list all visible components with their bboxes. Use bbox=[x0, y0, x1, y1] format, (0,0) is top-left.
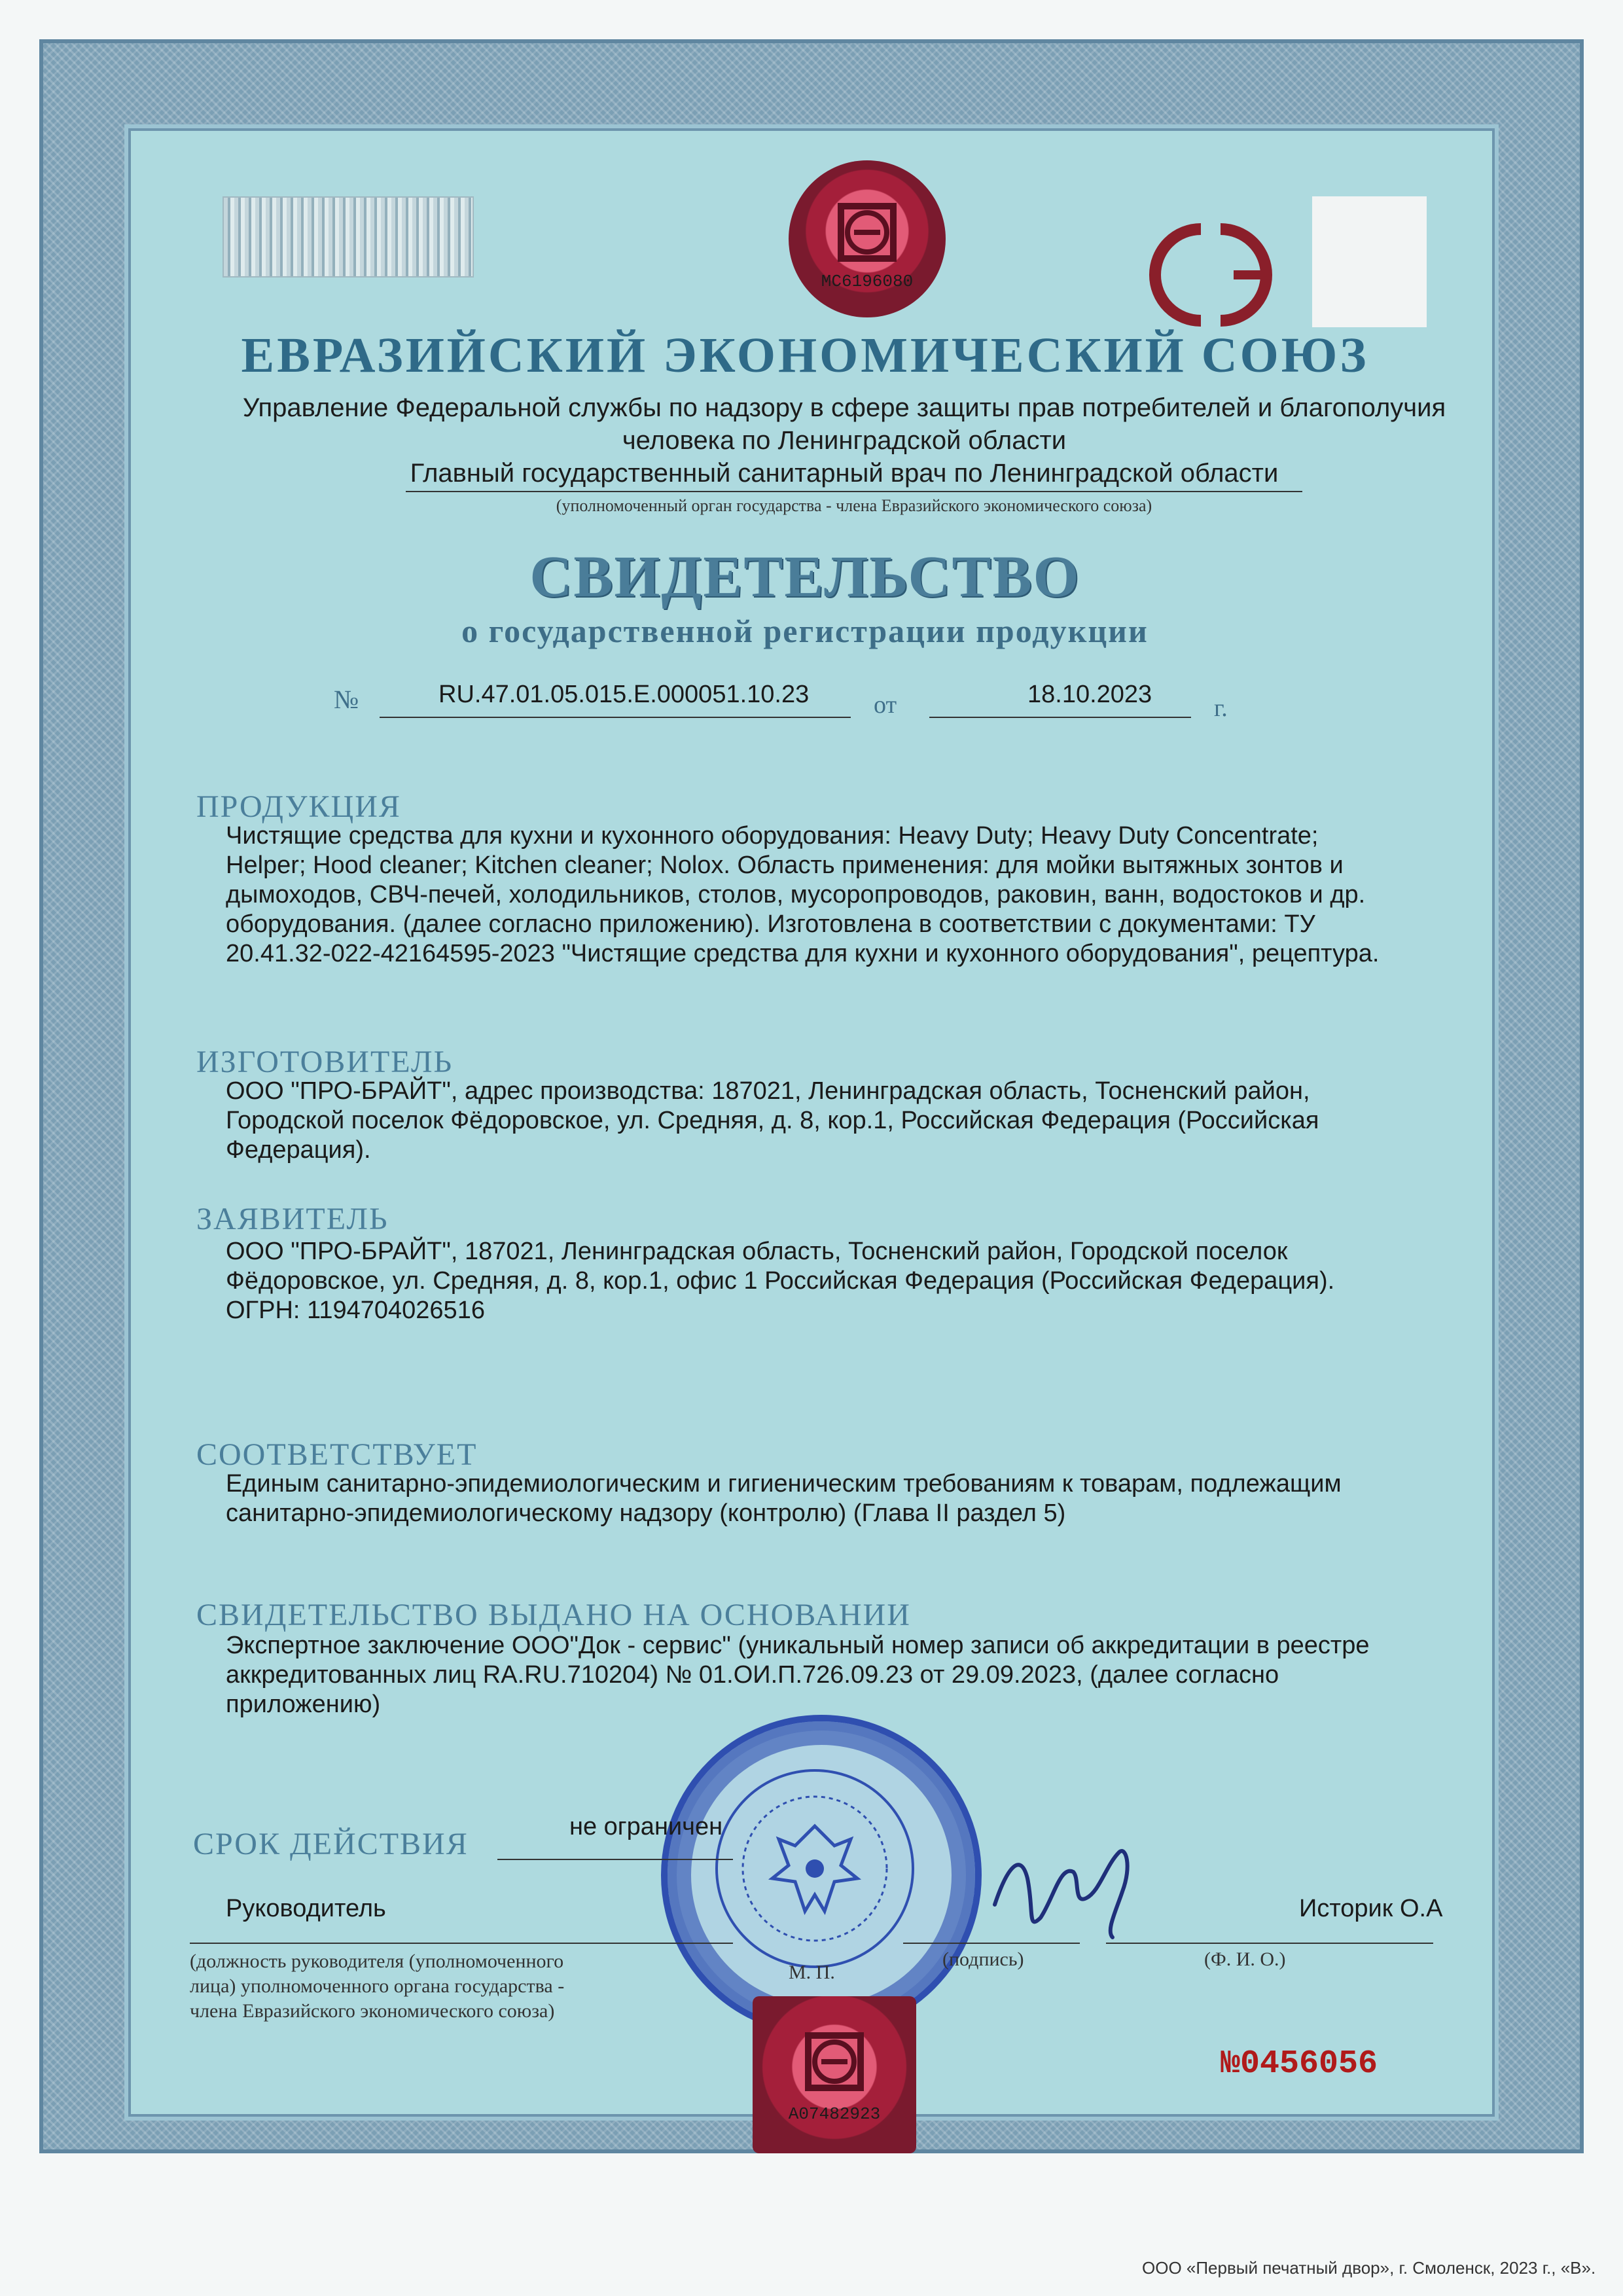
date-label: от bbox=[874, 691, 897, 719]
name-rule bbox=[1106, 1943, 1433, 1944]
signer-position: Руководитель bbox=[226, 1895, 386, 1922]
serial-number: №0456056 bbox=[1221, 2045, 1378, 2083]
conforms-line: Единым санитарно-эпидемиологическим и гигиеническим требованиям к товарам, подлежащим bbox=[226, 1470, 1342, 1498]
basis-heading: СВИДЕТЕЛЬСТВО ВЫДАНО НА ОСНОВАНИИ bbox=[196, 1598, 911, 1632]
product-line: Helper; Hood cleaner; Kitchen cleaner; Nolox. Область применения: для мойки вытяжных зонтов и bbox=[226, 852, 1344, 879]
validity-value: не ограничен bbox=[569, 1813, 723, 1840]
hologram-top-code: МС6196080 bbox=[821, 272, 914, 291]
hologram-bottom-code: А07482923 bbox=[788, 2104, 881, 2124]
applicant-text bbox=[226, 1237, 1482, 1325]
manufacturer-line: ООО "ПРО-БРАЙТ", адрес производства: 187021, Ленинградская область, Тосненский район, bbox=[226, 1077, 1310, 1105]
date-value: 18.10.2023 bbox=[1027, 681, 1152, 708]
doc-subtitle: о государственной регистрации продукции bbox=[461, 613, 1149, 649]
validity-rule bbox=[497, 1859, 733, 1860]
applicant-line: ООО "ПРО-БРАЙТ", 187021, Ленинградская область, Тосненский район, Городской поселок bbox=[226, 1238, 1288, 1265]
conforms-line: санитарно-эпидемиологическому надзору (контролю) (Глава II раздел 5) bbox=[226, 1499, 1066, 1527]
position-caption-line: лица) уполномоченного органа государства - bbox=[190, 1975, 565, 1997]
security-strip bbox=[223, 196, 474, 278]
product-line: дымоходов, СВЧ-печей, холодильников, столов, мусоропроводов, раковин, ванн, водостоков и др. bbox=[226, 881, 1366, 908]
union-title: ЕВРАЗИЙСКИЙ ЭКОНОМИЧЕСКИЙ СОЮЗ bbox=[241, 328, 1369, 383]
printer-footer: ООО «Первый печатный двор», г. Смоленск, 2023 г., «В». bbox=[1142, 2258, 1596, 2278]
position-caption bbox=[190, 1949, 753, 2024]
product-heading: ПРОДУКЦИЯ bbox=[196, 789, 401, 824]
product-text bbox=[226, 821, 1489, 969]
eac-emblem-icon bbox=[789, 160, 946, 317]
manufacturer-text bbox=[226, 1077, 1482, 1165]
applicant-line: ОГРН: 1194704026516 bbox=[226, 1297, 485, 1324]
conforms-text bbox=[226, 1469, 1482, 1528]
authority-line-2: человека по Ленинградской области bbox=[622, 426, 1067, 455]
signer-name: Историк О.А bbox=[1299, 1895, 1443, 1922]
date-rule bbox=[929, 717, 1191, 718]
manufacturer-heading: ИЗГОТОВИТЕЛЬ bbox=[196, 1045, 454, 1079]
basis-line: аккредитованных лиц RA.RU.710204) № 01.ОИ.П.726.09.23 от 29.09.2023, (далее согласно bbox=[226, 1661, 1279, 1689]
product-line: 20.41.32-022-42164595-2023 "Чистящие средства для кухни и кухонного оборудования", рецептура. bbox=[226, 940, 1380, 967]
blank-patch bbox=[1312, 196, 1427, 327]
authority-caption: (уполномоченный орган государства - члена Евразийского экономического союза) bbox=[556, 496, 1152, 515]
authority-line-3: Главный государственный санитарный врач по Ленинградской области bbox=[410, 459, 1279, 488]
handwritten-signature bbox=[982, 1826, 1152, 1957]
product-line: оборудования. (далее согласно приложению). Изготовлена в соответствии с документами: ТУ bbox=[226, 910, 1315, 938]
position-caption-line: (должность руководителя (уполномоченного bbox=[190, 1950, 564, 1972]
basis-line: Экспертное заключение ООО"Док - сервис" (уникальный номер записи об аккредитации в реестре bbox=[226, 1632, 1370, 1659]
name-caption: (Ф. И. О.) bbox=[1204, 1948, 1286, 1970]
basis-text bbox=[226, 1631, 1482, 1719]
applicant-heading: ЗАЯВИТЕЛЬ bbox=[196, 1202, 389, 1236]
position-rule bbox=[190, 1943, 733, 1944]
conformity-mark-icon bbox=[1135, 216, 1286, 334]
hologram-seal-top bbox=[789, 160, 946, 317]
signature-caption: (подпись) bbox=[942, 1948, 1024, 1970]
doc-title: СВИДЕТЕЛЬСТВО bbox=[529, 545, 1080, 609]
validity-heading: СРОК ДЕЙСТВИЯ bbox=[193, 1827, 469, 1861]
number-value: RU.47.01.05.015.Е.000051.10.23 bbox=[438, 681, 810, 708]
basis-line: приложению) bbox=[226, 1691, 381, 1718]
authority-block bbox=[216, 391, 1472, 490]
number-rule bbox=[380, 717, 851, 718]
manufacturer-line: Федерация). bbox=[226, 1136, 371, 1164]
position-caption-line: члена Евразийского экономического союза) bbox=[190, 2000, 555, 2022]
product-line: Чистящие средства для кухни и кухонного оборудования: Heavy Duty; Heavy Duty Concentrate; bbox=[226, 822, 1319, 850]
conforms-heading: СООТВЕТСТВУЕТ bbox=[196, 1437, 478, 1472]
date-suffix: г. bbox=[1214, 694, 1228, 722]
number-label: № bbox=[334, 685, 359, 714]
applicant-line: Фёдоровское, ул. Средняя, д. 8, кор.1, офис 1 Российская Федерация (Российская Федерация). bbox=[226, 1267, 1335, 1295]
hologram-seal-bottom bbox=[753, 1996, 916, 2153]
authority-line-1: Управление Федеральной службы по надзору в сфере защиты прав потребителей и благополучия bbox=[242, 393, 1446, 422]
mp-caption: М. П. bbox=[789, 1962, 835, 1983]
authority-rule bbox=[406, 491, 1302, 492]
eac-emblem-icon bbox=[753, 1996, 916, 2153]
signature-rule bbox=[903, 1943, 1080, 1944]
manufacturer-line: Городской поселок Фёдоровское, ул. Средняя, д. 8, кор.1, Российская Федерация (Российская bbox=[226, 1107, 1319, 1134]
